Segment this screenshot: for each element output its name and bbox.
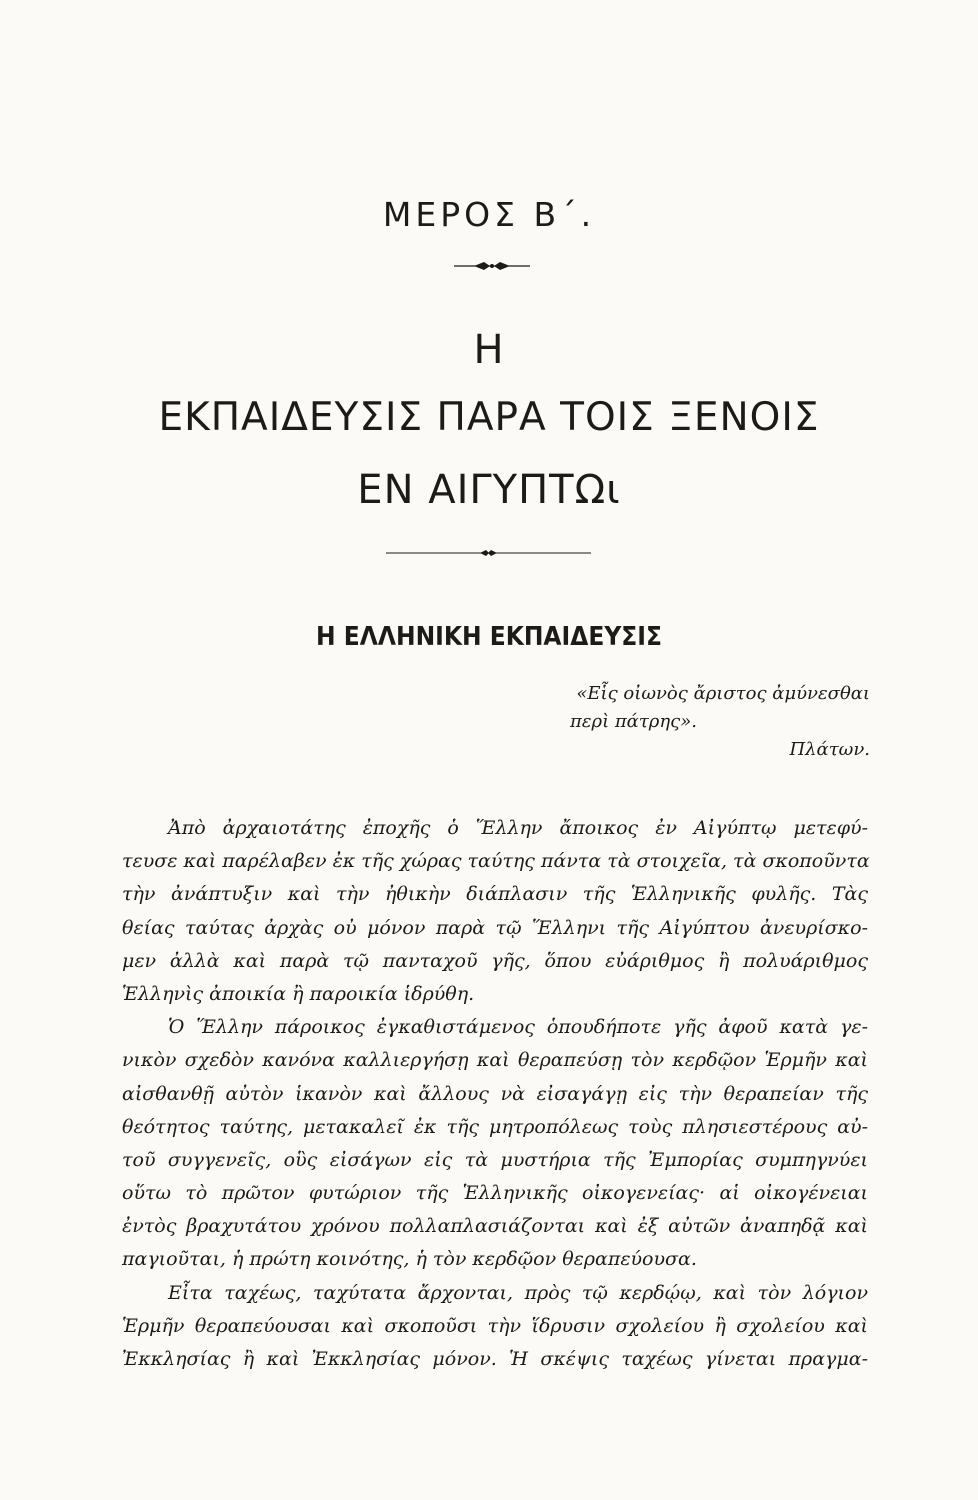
section-title: Η ΕΛΛΗΝΙΚΗ ΕΚΠΑΙΔΕΥΣΙΣ — [316, 622, 662, 652]
text-line: νικὸν σχεδὸν κανόνα καλλιεργήσῃ καὶ θεραπεύσῃ τὸν κερδῷον Ἑρμῆν καὶ — [122, 1049, 868, 1072]
text-line: Ὁ Ἕλλην πάροικος ἐγκαθιστάμενος ὁπουδήποτε γῆς ἀφοῦ κατὰ γε- — [168, 1016, 868, 1039]
text-line: οὕτω τὸ πρῶτον φυτώριον τῆς Ἑλληνικῆς οἰκογενείας· αἱ οἰκογένειαι — [122, 1182, 868, 1205]
text-line: ἐντὸς βραχυτάτου χρόνου πολλαπλασιάζονται καὶ ἐξ αὐτῶν ἀναπηδᾷ καὶ — [122, 1215, 868, 1238]
text-line: Ἑλληνὶς ἀποικία ἢ παροικία ἱδρύθη. — [122, 982, 475, 1005]
epigraph-line-1: «Εἷς οἰωνὸς ἄριστος ἀμύνεσθαι — [576, 683, 870, 704]
text-line: θείας ταύτας ἀρχὰς οὐ μόνον παρὰ τῷ Ἕλληνι τῆς Αἰγύπτου ἀνευρίσκο- — [122, 916, 868, 939]
main-title-line-1: Η — [473, 327, 505, 373]
main-title-line-3: ΕΝ ΑΙΓΥΠΤΩι — [357, 467, 621, 513]
title-rule — [386, 548, 591, 558]
text-line: αἰσθανθῇ αὐτὸν ἱκανὸν καὶ ἄλλους νὰ εἰσαγάγῃ εἰς τὴν θεραπείαν τῆς — [122, 1082, 868, 1105]
text-line: Ἑρμῆν θεραπεύουσαι καὶ σκοποῦσι τὴν ἵδρυσιν σχολείου ἢ σχολείου καὶ — [122, 1314, 868, 1337]
text-line: Εἶτα ταχέως, ταχύτατα ἄρχονται, πρὸς τῷ κερδῴῳ, καὶ τὸν λόγιον — [168, 1281, 868, 1304]
body-text — [122, 812, 868, 1376]
text-line: θεότητος ταύτης, μετακαλεῖ ἐκ τῆς μητροπόλεως τοὺς πλησιεστέρους αὐ- — [122, 1115, 868, 1138]
ornament-divider — [452, 258, 532, 274]
text-line: Ἀπὸ ἀρχαιοτάτης ἐποχῆς ὁ Ἕλλην ἄποικος ἐν Αἰγύπτῳ μετεφύ- — [168, 817, 868, 839]
main-title-line-2: ΕΚΠΑΙΔΕΥΣΙΣ ΠΑΡΑ ΤΟΙΣ ΞΕΝΟΙΣ — [158, 395, 820, 440]
text-line: τοῦ συγγενεῖς, οὓς εἰσάγων εἰς τὰ μυστήρια τῆς Ἐμπορίας συμπηγνύει — [122, 1148, 868, 1171]
text-line: παγιοῦται, ἡ πρώτη κοινότης, ἡ τὸν κερδῷον θεραπεύουσα. — [122, 1248, 697, 1271]
part-title: ΜΕΡΟΣ Β΄. — [382, 195, 596, 234]
text-line: τὴν ἀνάπτυξιν καὶ τὴν ἠθικὴν διάπλασιν τῆς Ἑλληνικῆς φυλῆς. Τὰς — [122, 883, 868, 906]
text-line: μεν ἀλλὰ καὶ παρὰ τῷ πανταχοῦ γῆς, ὅπου εὐάριθμος ἢ πολυάριθμος — [122, 949, 868, 972]
text-line: τευσε καὶ παρέλαβεν ἐκ τῆς χώρας ταύτης πάντα τὰ στοιχεῖα, τὰ σκοποῦντα — [122, 850, 870, 873]
epigraph-line-2: περὶ πάτρης». — [570, 711, 697, 732]
text-line: Ἐκκλησίας ἢ καὶ Ἐκκλησίας μόνον. Ἡ σκέψις ταχέως γίνεται πραγμα- — [122, 1348, 868, 1370]
epigraph — [570, 680, 870, 764]
epigraph-author: Πλάτων. — [789, 739, 870, 760]
